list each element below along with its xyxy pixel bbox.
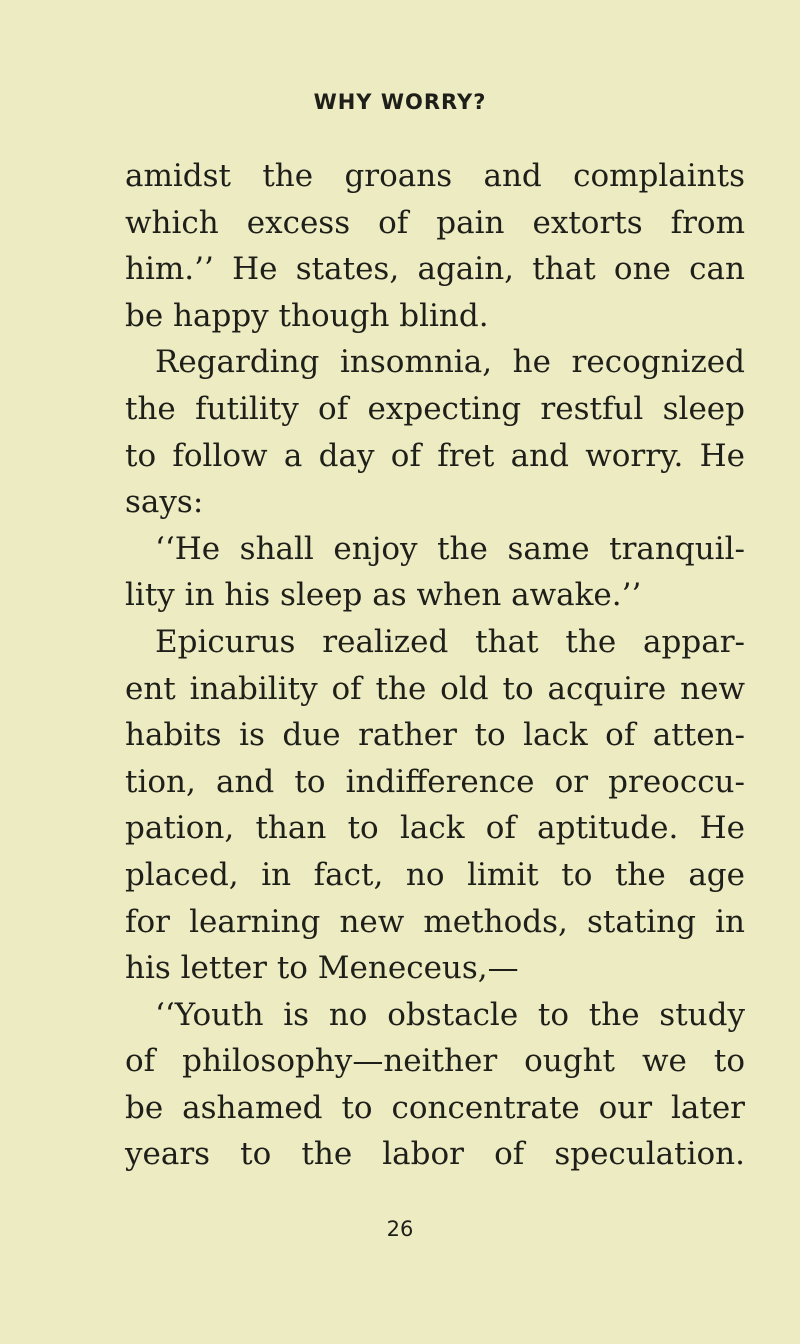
- text-line: Regarding insomnia, he recognized: [155, 344, 745, 381]
- text-line: ‘‘He shall enjoy the same tranquil-: [155, 530, 745, 567]
- text-line: years to the labor of speculation.: [125, 1136, 745, 1173]
- text-line: the futility of expecting restful sleep: [125, 390, 745, 427]
- running-head: WHY WORRY?: [313, 90, 487, 114]
- text-line: habits is due rather to lack of atten-: [125, 717, 745, 754]
- text-line: amidst the groans and complaints: [125, 158, 745, 194]
- text-line: be happy though blind.: [125, 297, 489, 334]
- body-text: [125, 153, 745, 1178]
- text-line: Epicurus realized that the appar-: [155, 623, 745, 660]
- text-line: lity in his sleep as when awake.’’: [125, 577, 642, 614]
- text-line: pation, than to lack of aptitude. He: [125, 810, 745, 847]
- text-line: says:: [125, 484, 204, 521]
- text-line: ‘‘Youth is no obstacle to the study: [155, 996, 745, 1033]
- text-line: ent inability of the old to acquire new: [125, 670, 745, 707]
- text-line: for learning new methods, stating in: [125, 903, 745, 940]
- text-line: which excess of pain extorts from: [125, 204, 745, 241]
- text-line: his letter to Meneceus,—: [125, 950, 519, 987]
- text-line: of philosophy—neither ought we to: [125, 1043, 745, 1080]
- text-line: placed, in fact, no limit to the age: [125, 856, 745, 893]
- page-number: 26: [386, 1217, 414, 1241]
- text-line: him.’’ He states, again, that one can: [125, 251, 745, 288]
- text-line: be ashamed to concentrate our later: [125, 1089, 745, 1126]
- text-line: tion, and to indifference or preoccu-: [125, 763, 745, 800]
- text-line: to follow a day of fret and worry. He: [125, 437, 745, 474]
